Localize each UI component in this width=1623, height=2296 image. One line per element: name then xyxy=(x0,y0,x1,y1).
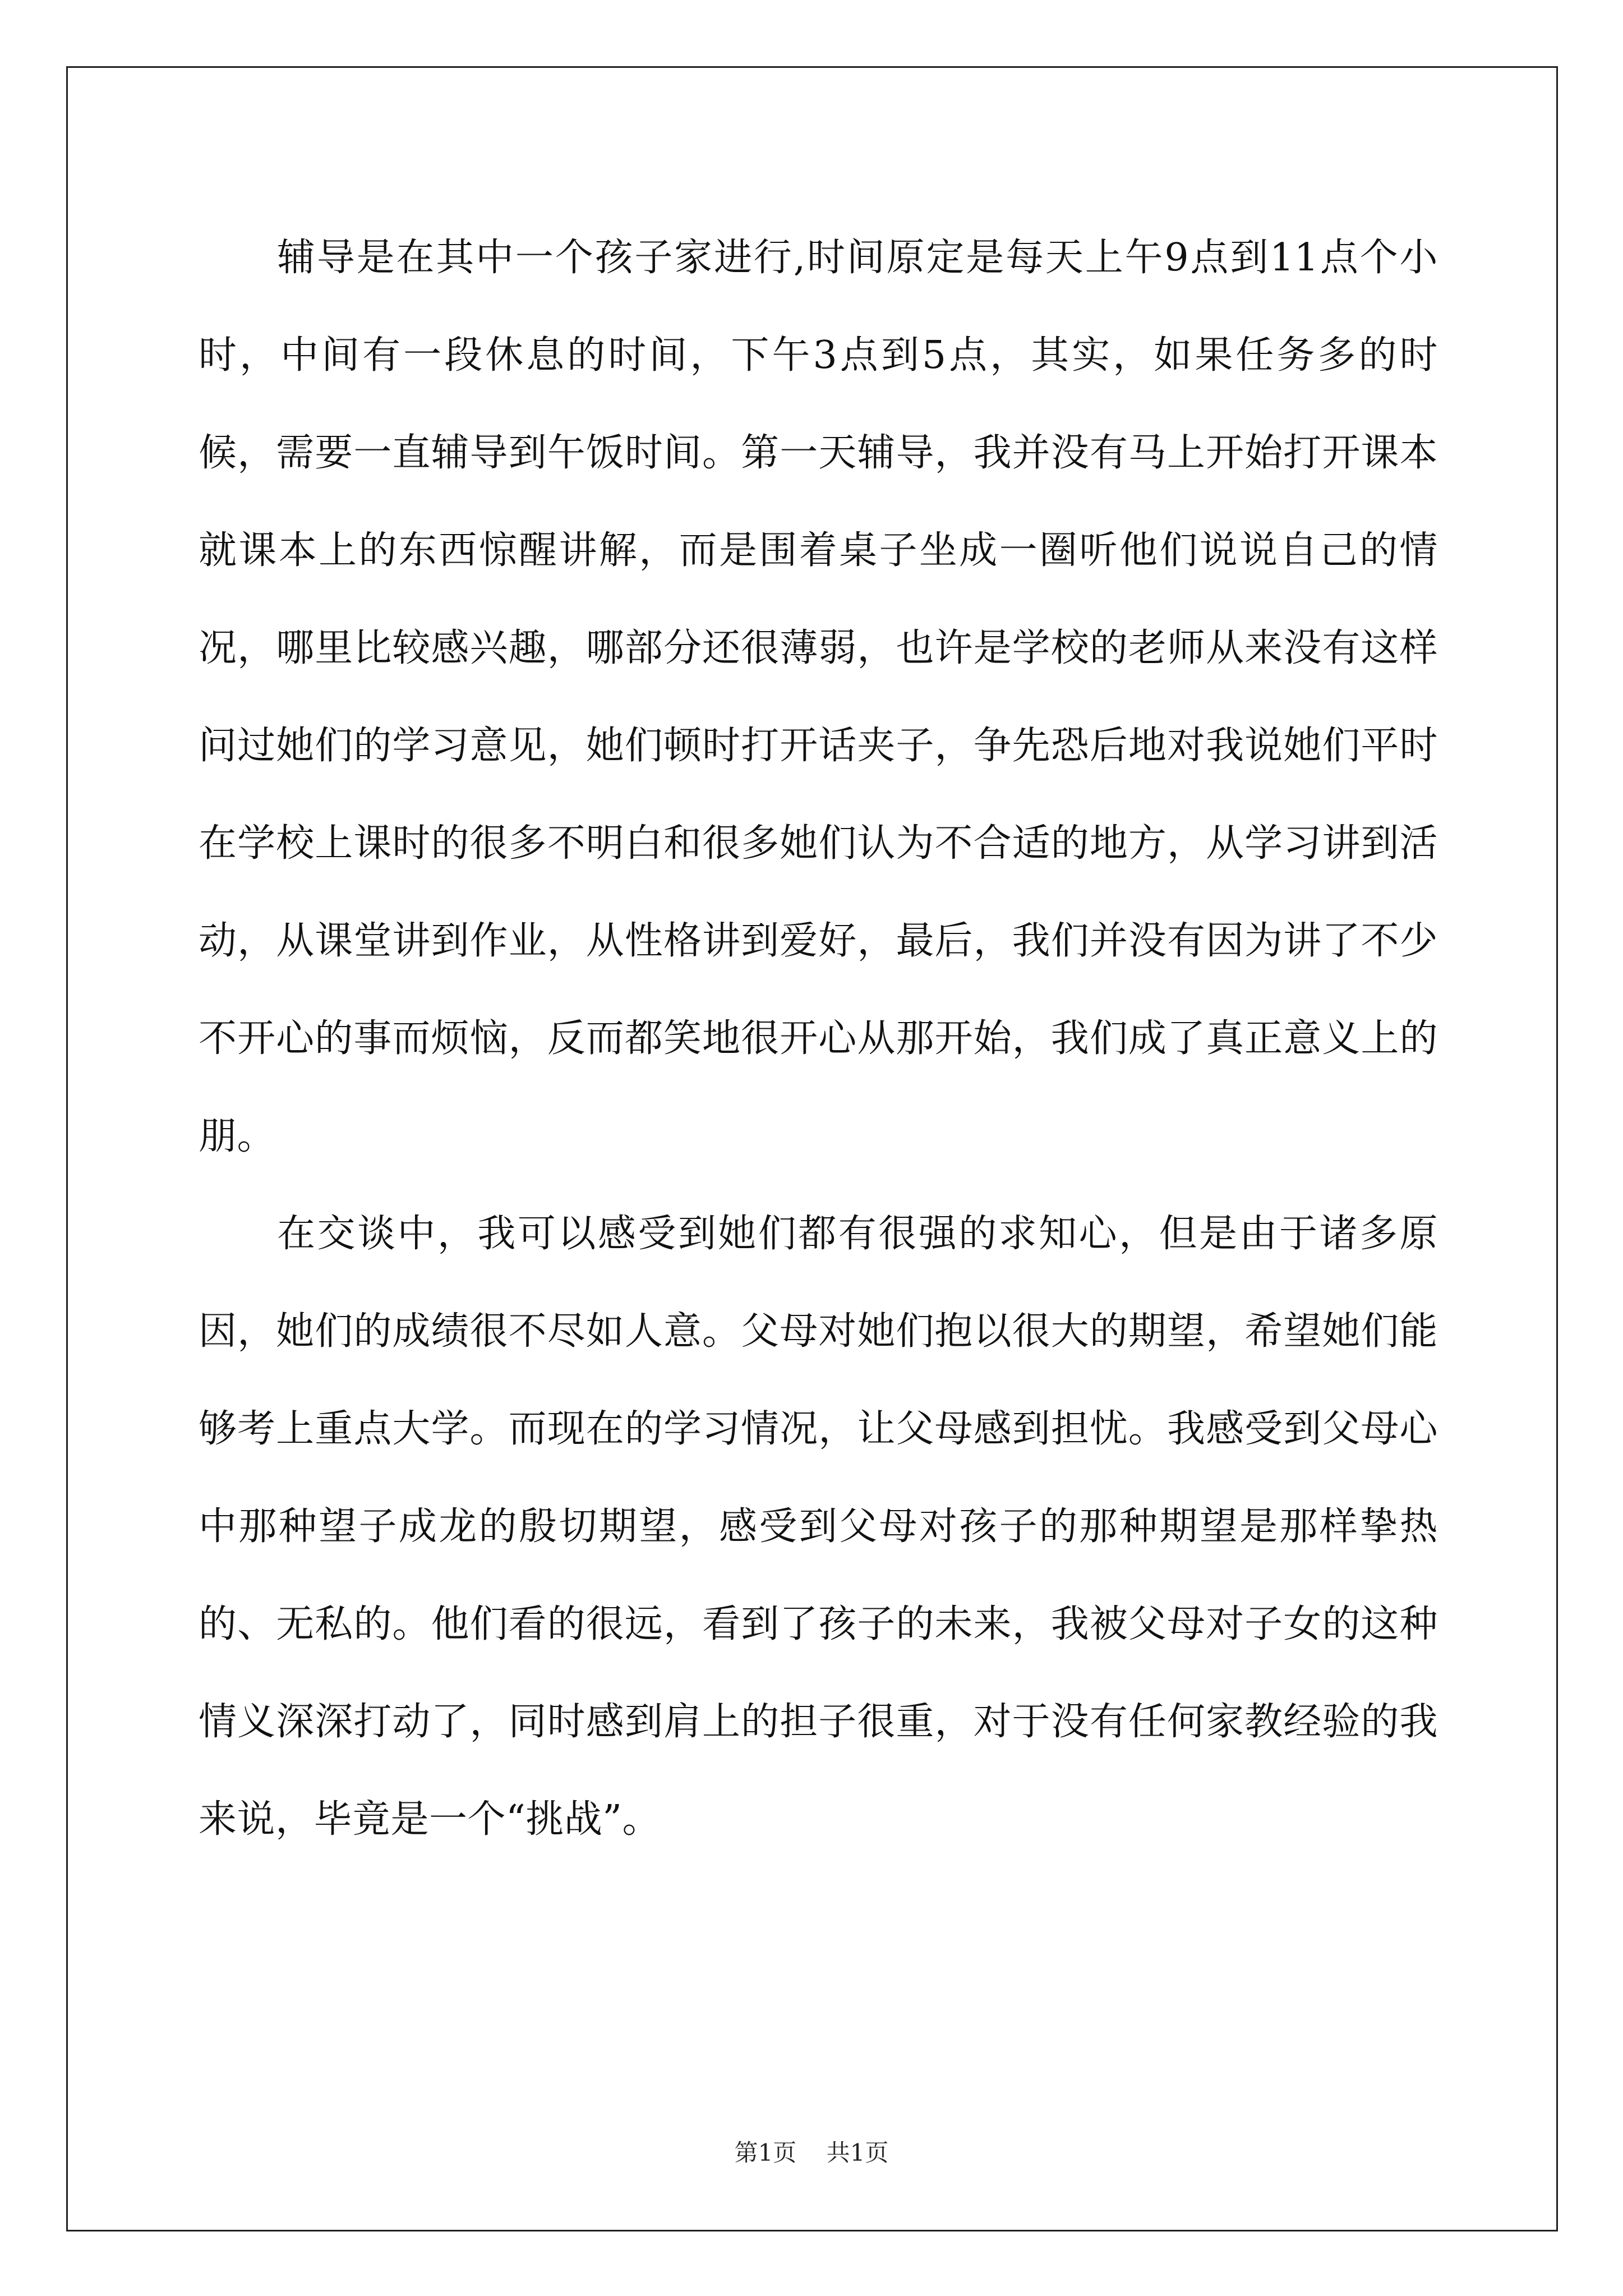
page-number: 第1页 xyxy=(734,2139,797,2166)
page-total: 共1页 xyxy=(826,2139,889,2166)
paragraph-2: 在交谈中，我可以感受到她们都有很强的求知心，但是由于诸多原因，她们的成绩很不尽如人意。父母对她们抱以很大的期望，希望她们能够考上重点大学。而现在的学习情况，让父母感到担忧。我感受到父母心中那种望子成龙的殷切期望，感受到父母对孩子的那种期望是那样挚热的、无私的。他们看的很远，看到了孩子的未来，我被父母对子女的这种情义深深打动了，同时感到肩上的担子很重，对于没有任何家教经验的我来说，毕竟是一个“挑战”。 xyxy=(199,1212,1438,1842)
document-body xyxy=(199,209,1438,1869)
paragraph-1: 辅导是在其中一个孩子家进行,时间原定是每天上午9点到11点个小时，中间有一段休息的时间，下午3点到5点，其实，如果任务多的时候，需要一直辅导到午饭时间。第一天辅导，我并没有马上开始打开课本就课本上的东西惊醒讲解，而是围着桌子坐成一圈听他们说说自己的情况，哪里比较感兴趣，哪部分还很薄弱，也许是学校的老师从来没有这样问过她们的学习意见，她们顿时打开话夹子，争先恐后地对我说她们平时在学校上课时的很多不明白和很多她们认为不合适的地方，从学习讲到活动，从课堂讲到作业，从性格讲到爱好，最后，我们并没有因为讲了不少不开心的事而烦恼，反而都笑地很开心从那开始，我们成了真正意义上的朋。 xyxy=(199,236,1438,1158)
page-footer xyxy=(0,2136,1623,2170)
